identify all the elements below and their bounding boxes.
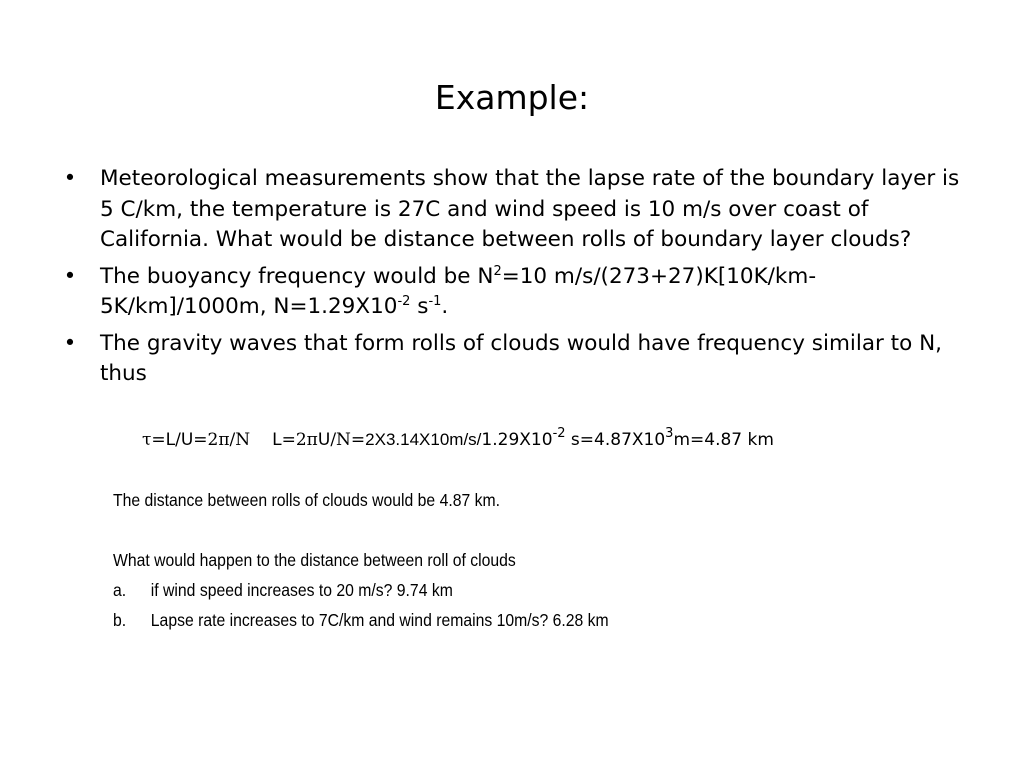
bullet-text: The gravity waves that form rolls of clouds would have frequency similar to N, thus [100,330,943,386]
formula-part: m=4.87 km [673,430,774,450]
tau-symbol: τ [142,430,152,450]
formula-part: U [317,430,331,450]
formula-part: =L/U= [151,430,208,450]
bullet-text: Meteorological measurements show that the lapse rate of the boundary layer is 5 C/km, the temperature is 27C and wind speed is 10 m/s over coast of California. What would be distance between rolls of boundary layer clouds? [100,166,960,252]
bullet-marker: • [63,166,77,191]
answer-marker: a. [113,580,127,600]
bullet-item [60,164,960,256]
superscript: -2 [397,294,411,309]
text-part: . [441,294,449,319]
bullet-list [60,164,960,396]
formula-part: 1.29X10 [481,430,553,450]
conclusion-text: The distance between rolls of clouds would be 4.87 km. [113,490,500,510]
bullet-marker: • [63,330,77,356]
text-part: =10 m/s/(273+27)K[10K/km-5K/km]/1000m, N=1.29X10 [100,263,817,319]
bullet-item [60,262,960,323]
bullet-item [60,329,960,390]
answer-text: if wind speed increases to 20 m/s? 9.74 km [150,580,453,600]
formula-line [142,428,774,452]
formula-part: 2π/N [207,430,251,450]
superscript: 3 [665,426,674,441]
formula-part: s=4.87X10 [565,430,666,450]
answer-marker: b. [113,610,127,630]
formula-part: 2X3.14X10m/s/ [365,430,482,449]
bullet-marker: • [63,263,77,289]
answer-text: Lapse rate increases to 7C/km and wind remains 10m/s? 6.28 km [150,610,609,630]
slide-title: Example: [434,78,590,117]
superscript: -1 [428,294,442,309]
question-text: What would happen to the distance between roll of clouds [113,550,516,570]
superscript: 2 [493,263,502,279]
superscript: -2 [552,426,566,441]
bullet-text [100,264,816,320]
answer-item [113,578,453,602]
text-part: s [410,294,429,319]
formula-part: 2π [295,430,318,450]
answer-item [113,608,609,632]
formula-part: /N= [330,430,366,450]
formula-part: L= [272,430,296,450]
text-part: The buoyancy frequency would be N [100,263,494,289]
